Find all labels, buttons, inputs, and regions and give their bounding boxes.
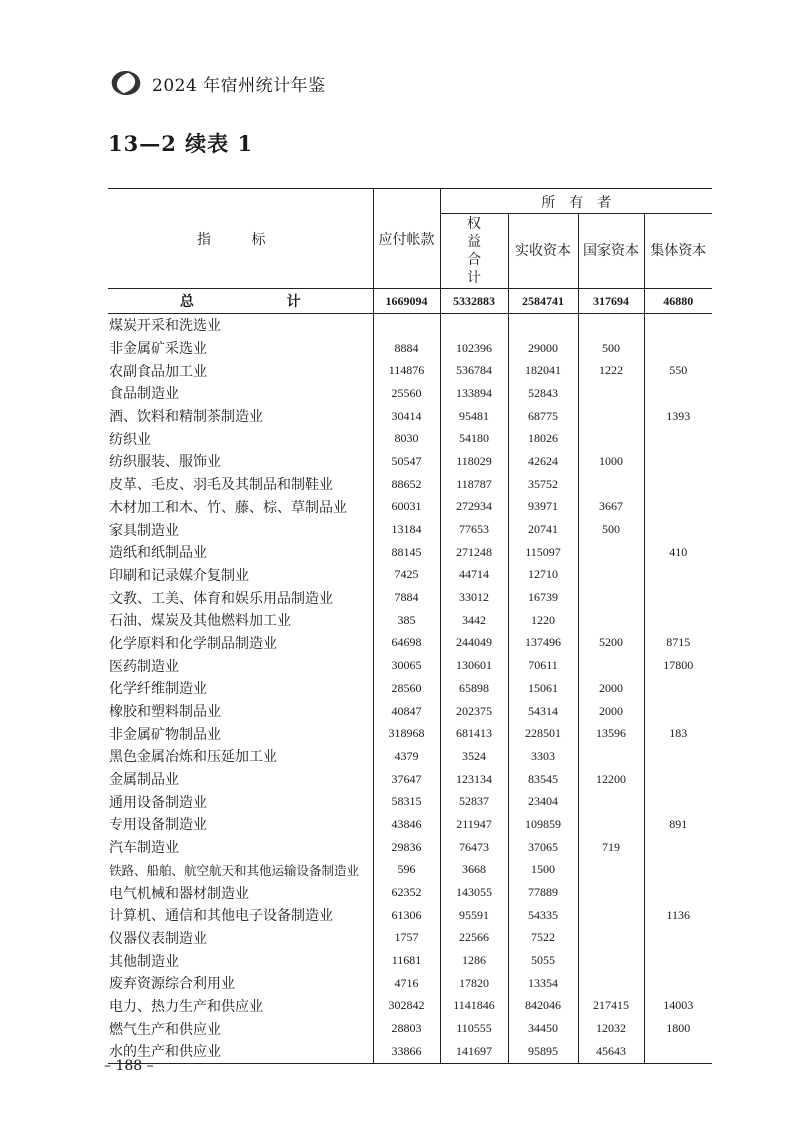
industry-name: 汽车制造业 xyxy=(108,836,373,859)
table-row xyxy=(108,972,712,995)
accounts-payable-header xyxy=(373,189,440,289)
state-capital-value xyxy=(578,314,644,337)
paid-in-capital-value: 18026 xyxy=(508,427,578,450)
paid-in-capital-value: 70611 xyxy=(508,654,578,677)
owners-equity-total-value: 272934 xyxy=(440,496,508,519)
collective-capital-value xyxy=(644,768,712,791)
accounts-payable-value: 43846 xyxy=(373,813,440,836)
accounts-payable-value: 114876 xyxy=(373,359,440,382)
accounts-payable-value: 1757 xyxy=(373,927,440,950)
paid-in-capital-value: 15061 xyxy=(508,677,578,700)
table-row xyxy=(108,632,712,655)
accounts-payable-value: 4716 xyxy=(373,972,440,995)
accounts-payable-value: 8030 xyxy=(373,427,440,450)
accounts-payable-value: 28803 xyxy=(373,1017,440,1040)
state-capital-value xyxy=(578,564,644,587)
industry-name: 非金属矿采选业 xyxy=(108,337,373,360)
paid-in-capital-value: 137496 xyxy=(508,632,578,655)
owners-equity-total-value: 102396 xyxy=(440,337,508,360)
accounts-payable-value: 8884 xyxy=(373,337,440,360)
state-capital-value: 5200 xyxy=(578,632,644,655)
state-capital-value xyxy=(578,541,644,564)
industry-name: 造纸和纸制品业 xyxy=(108,541,373,564)
accounts-payable-value: 7884 xyxy=(373,586,440,609)
accounts-payable-value: 302842 xyxy=(373,995,440,1018)
table-row xyxy=(108,609,712,632)
owners-equity-total-value: 123134 xyxy=(440,768,508,791)
collective-capital-value: 46880 xyxy=(644,289,712,314)
state-capital-value: 2000 xyxy=(578,700,644,723)
owners-equity-total-value: 65898 xyxy=(440,677,508,700)
table-row xyxy=(108,382,712,405)
collective-capital-value xyxy=(644,496,712,519)
paid-in-capital-value: 16739 xyxy=(508,586,578,609)
industry-name: 仪器仪表制造业 xyxy=(108,927,373,950)
paid-in-capital-value: 3303 xyxy=(508,745,578,768)
paid-in-capital-value: 77889 xyxy=(508,881,578,904)
accounts-payable-value: 88652 xyxy=(373,473,440,496)
collective-capital-value: 14003 xyxy=(663,998,694,1013)
industry-name: 医药制造业 xyxy=(108,654,373,677)
collective-capital-header: 集体资本 xyxy=(644,214,712,289)
table-row xyxy=(108,836,712,859)
collective-capital-value xyxy=(644,586,712,609)
paid-in-capital-value: 842046 xyxy=(508,995,578,1018)
owners-equity-total-value: 44714 xyxy=(440,564,508,587)
owners-equity-total-value: 143055 xyxy=(440,881,508,904)
state-capital-header: 国家资本 xyxy=(578,214,644,289)
industry-name: 文教、工美、体育和娱乐用品制造业 xyxy=(108,586,373,609)
paid-in-capital-value: 2584741 xyxy=(508,289,578,314)
industry-name: 计算机、通信和其他电子设备制造业 xyxy=(108,904,373,927)
page-header xyxy=(108,66,326,100)
collective-capital-value xyxy=(644,314,712,337)
collective-capital-value xyxy=(644,337,712,360)
accounts-payable-value: 62352 xyxy=(373,881,440,904)
state-capital-value xyxy=(578,427,644,450)
table-row xyxy=(108,496,712,519)
paid-in-capital-value: 12710 xyxy=(508,564,578,587)
table-row xyxy=(108,813,712,836)
accounts-payable-value: 30065 xyxy=(373,654,440,677)
accounts-payable-value: 88145 xyxy=(373,541,440,564)
yearbook-logo-icon xyxy=(108,68,144,98)
table-body xyxy=(108,289,712,1064)
collective-capital-value xyxy=(644,972,712,995)
state-capital-value: 12200 xyxy=(578,768,644,791)
table-row xyxy=(108,427,712,450)
industry-name: 铁路、船舶、航空航天和其他运输设备制造业 xyxy=(108,859,373,882)
state-capital-value: 3667 xyxy=(578,496,644,519)
collective-capital-value xyxy=(644,450,712,473)
accounts-payable-value: 30414 xyxy=(373,405,440,428)
section-title: 13—2 续表 1 xyxy=(108,131,254,156)
owners-equity-total-value: 118029 xyxy=(440,450,508,473)
accounts-payable-value: 7425 xyxy=(373,564,440,587)
collective-capital-value: 1136 xyxy=(666,907,691,922)
state-capital-value xyxy=(578,949,644,972)
state-capital-value: 12032 xyxy=(578,1017,644,1040)
paid-in-capital-header: 实收资本 xyxy=(508,214,578,289)
collective-capital-value xyxy=(644,836,712,859)
paid-in-capital-value: 228501 xyxy=(508,722,578,745)
accounts-payable-value: 29836 xyxy=(373,836,440,859)
table-row xyxy=(108,700,712,723)
state-capital-value: 2000 xyxy=(578,677,644,700)
collective-capital-value xyxy=(644,382,712,405)
table-row xyxy=(108,1017,712,1040)
state-capital-value xyxy=(578,813,644,836)
owners-equity-total-value: 3668 xyxy=(440,859,508,882)
owners-equity-line-1: 所有者 xyxy=(541,195,626,211)
state-capital-value xyxy=(578,473,644,496)
owners-equity-total-value: 95481 xyxy=(440,405,508,428)
paid-in-capital-value: 1220 xyxy=(508,609,578,632)
accounts-payable-value: 61306 xyxy=(373,904,440,927)
industry-name: 总 计 xyxy=(108,289,373,314)
page-number: – 188 – xyxy=(104,1058,154,1074)
state-capital-value xyxy=(578,790,644,813)
industry-name: 非金属矿物制品业 xyxy=(108,722,373,745)
state-capital-value xyxy=(578,405,644,428)
state-capital-value: 1000 xyxy=(578,450,644,473)
table-row xyxy=(108,677,712,700)
accounts-payable-value: 60031 xyxy=(373,496,440,519)
industry-name: 通用设备制造业 xyxy=(108,790,373,813)
table-row-total xyxy=(108,289,712,314)
table-row xyxy=(108,722,712,745)
table-row xyxy=(108,790,712,813)
table-row xyxy=(108,768,712,791)
table-row xyxy=(108,1040,712,1063)
table-row xyxy=(108,745,712,768)
accounts-payable-header-label: 应付帐款 xyxy=(378,231,435,248)
state-capital-value: 1222 xyxy=(578,359,644,382)
table-row xyxy=(108,473,712,496)
paid-in-capital-value: 83545 xyxy=(508,768,578,791)
accounts-payable-value: 385 xyxy=(373,609,440,632)
owners-equity-total-value: 244049 xyxy=(440,632,508,655)
owners-equity-line-2: 权 益 xyxy=(467,216,495,250)
paid-in-capital-value: 182041 xyxy=(508,359,578,382)
paid-in-capital-value: 5055 xyxy=(508,949,578,972)
owners-equity-line-3: 合 计 xyxy=(467,252,495,286)
table-row xyxy=(108,995,712,1018)
table-row xyxy=(108,654,712,677)
collective-capital-value xyxy=(644,927,712,950)
owners-equity-total-value: 22566 xyxy=(440,927,508,950)
owners-equity-total-value: 130601 xyxy=(440,654,508,677)
table-row xyxy=(108,314,712,337)
book-title: 2024 年宿州统计年鉴 xyxy=(152,75,326,96)
paid-in-capital-value: 54335 xyxy=(508,904,578,927)
owners-equity-total-value: 536784 xyxy=(440,359,508,382)
collective-capital-value: 17800 xyxy=(663,658,694,673)
accounts-payable-value: 11681 xyxy=(373,949,440,972)
collective-capital-value: 183 xyxy=(669,726,688,741)
industry-name: 化学纤维制造业 xyxy=(108,677,373,700)
collective-capital-value xyxy=(644,609,712,632)
statistics-table xyxy=(108,188,712,1064)
accounts-payable-value: 13184 xyxy=(373,518,440,541)
table-row xyxy=(108,904,712,927)
collective-capital-value: 550 xyxy=(669,363,688,378)
accounts-payable-value: 28560 xyxy=(373,677,440,700)
industry-name: 橡胶和塑料制品业 xyxy=(108,700,373,723)
collective-capital-value xyxy=(644,677,712,700)
industry-name: 纺织服装、服饰业 xyxy=(108,450,373,473)
table-row xyxy=(108,859,712,882)
accounts-payable-value: 596 xyxy=(373,859,440,882)
equity-total-header xyxy=(440,214,508,289)
owners-equity-total-value: 3524 xyxy=(440,745,508,768)
state-capital-value: 317694 xyxy=(578,289,644,314)
table-row xyxy=(108,586,712,609)
paid-in-capital-value: 93971 xyxy=(508,496,578,519)
table-row xyxy=(108,881,712,904)
accounts-payable-value: 64698 xyxy=(373,632,440,655)
state-capital-value xyxy=(578,609,644,632)
industry-name: 木材加工和木、竹、藤、棕、草制品业 xyxy=(108,496,373,519)
owners-equity-total-value: 54180 xyxy=(440,427,508,450)
table-row xyxy=(108,949,712,972)
industry-name: 燃气生产和供应业 xyxy=(108,1017,373,1040)
statistics-table-wrapper xyxy=(108,188,712,1064)
industry-name: 废弃资源综合利用业 xyxy=(108,972,373,995)
owners-equity-header xyxy=(440,189,712,214)
industry-name: 金属制品业 xyxy=(108,768,373,791)
state-capital-value xyxy=(578,972,644,995)
industry-name: 其他制造业 xyxy=(108,949,373,972)
owners-equity-total-value: 77653 xyxy=(440,518,508,541)
industry-name: 农副食品加工业 xyxy=(108,359,373,382)
collective-capital-value xyxy=(644,564,712,587)
owners-equity-total-value: 1141846 xyxy=(440,995,508,1018)
paid-in-capital-value: 34450 xyxy=(508,1017,578,1040)
industry-name: 纺织业 xyxy=(108,427,373,450)
industry-name: 酒、饮料和精制茶制造业 xyxy=(108,405,373,428)
owners-equity-total-value: 95591 xyxy=(440,904,508,927)
owners-equity-total-value: 271248 xyxy=(440,541,508,564)
owners-equity-total-value: 141697 xyxy=(440,1040,508,1063)
paid-in-capital-value: 115097 xyxy=(508,541,578,564)
collective-capital-value xyxy=(644,700,712,723)
paid-in-capital-value: 54314 xyxy=(508,700,578,723)
table-row xyxy=(108,337,712,360)
owners-equity-total-value: 681413 xyxy=(440,722,508,745)
collective-capital-value: 1800 xyxy=(666,1021,691,1036)
table-row xyxy=(108,541,712,564)
owners-equity-total-value: 17820 xyxy=(440,972,508,995)
table-row xyxy=(108,450,712,473)
state-capital-value xyxy=(578,904,644,927)
owners-equity-total-value: 76473 xyxy=(440,836,508,859)
industry-name: 家具制造业 xyxy=(108,518,373,541)
owners-equity-total-value: 202375 xyxy=(440,700,508,723)
paid-in-capital-value: 35752 xyxy=(508,473,578,496)
industry-name: 煤炭开采和洗选业 xyxy=(108,314,373,337)
paid-in-capital-value: 7522 xyxy=(508,927,578,950)
table-row xyxy=(108,564,712,587)
state-capital-value: 217415 xyxy=(578,995,644,1018)
paid-in-capital-value: 42624 xyxy=(508,450,578,473)
paid-in-capital-value: 23404 xyxy=(508,790,578,813)
collective-capital-value: 1393 xyxy=(666,408,691,423)
paid-in-capital-value: 37065 xyxy=(508,836,578,859)
state-capital-value: 13596 xyxy=(578,722,644,745)
table-row xyxy=(108,405,712,428)
state-capital-value: 500 xyxy=(578,518,644,541)
accounts-payable-value: 50547 xyxy=(373,450,440,473)
state-capital-value xyxy=(578,927,644,950)
industry-name: 食品制造业 xyxy=(108,382,373,405)
state-capital-value xyxy=(578,859,644,882)
collective-capital-value xyxy=(644,1040,712,1063)
paid-in-capital-value: 1500 xyxy=(508,859,578,882)
paid-in-capital-value: 20741 xyxy=(508,518,578,541)
owners-equity-total-value: 1286 xyxy=(440,949,508,972)
owners-equity-total-value: 211947 xyxy=(440,813,508,836)
accounts-payable-value: 58315 xyxy=(373,790,440,813)
collective-capital-value xyxy=(644,949,712,972)
accounts-payable-value: 4379 xyxy=(373,745,440,768)
paid-in-capital-value: 109859 xyxy=(508,813,578,836)
accounts-payable-value: 40847 xyxy=(373,700,440,723)
paid-in-capital-value: 52843 xyxy=(508,382,578,405)
paid-in-capital-value xyxy=(508,314,578,337)
owners-equity-total-value: 52837 xyxy=(440,790,508,813)
owners-equity-total-value: 5332883 xyxy=(440,289,508,314)
industry-name: 印刷和记录媒介复制业 xyxy=(108,564,373,587)
collective-capital-value xyxy=(644,790,712,813)
paid-in-capital-value: 13354 xyxy=(508,972,578,995)
collective-capital-value: 8715 xyxy=(666,635,691,650)
industry-name: 石油、煤炭及其他燃料加工业 xyxy=(108,609,373,632)
state-capital-value: 500 xyxy=(578,337,644,360)
industry-name: 化学原料和化学制品制造业 xyxy=(108,632,373,655)
table-row xyxy=(108,927,712,950)
table-header xyxy=(108,189,712,289)
industry-name: 水的生产和供应业 xyxy=(108,1040,373,1063)
state-capital-value: 719 xyxy=(578,836,644,859)
owners-equity-total-value: 110555 xyxy=(440,1017,508,1040)
owners-equity-total-value: 133894 xyxy=(440,382,508,405)
industry-name: 皮革、毛皮、羽毛及其制品和制鞋业 xyxy=(108,473,373,496)
accounts-payable-value: 318968 xyxy=(373,722,440,745)
owners-equity-total-value xyxy=(440,314,508,337)
indicator-header: 指 标 xyxy=(108,189,373,289)
accounts-payable-value xyxy=(373,314,440,337)
paid-in-capital-value: 95895 xyxy=(508,1040,578,1063)
owners-equity-total-value: 3442 xyxy=(440,609,508,632)
state-capital-value xyxy=(578,654,644,677)
state-capital-value xyxy=(578,745,644,768)
industry-name: 电气机械和器材制造业 xyxy=(108,881,373,904)
industry-name: 黑色金属冶炼和压延加工业 xyxy=(108,745,373,768)
collective-capital-value xyxy=(644,473,712,496)
collective-capital-value: 410 xyxy=(669,544,688,559)
collective-capital-value xyxy=(644,881,712,904)
accounts-payable-value: 33866 xyxy=(373,1040,440,1063)
paid-in-capital-value: 68775 xyxy=(508,405,578,428)
state-capital-value: 45643 xyxy=(578,1040,644,1063)
table-row xyxy=(108,518,712,541)
accounts-payable-value: 1669094 xyxy=(373,289,440,314)
owners-equity-total-value: 118787 xyxy=(440,473,508,496)
table-row xyxy=(108,359,712,382)
paid-in-capital-value: 29000 xyxy=(508,337,578,360)
accounts-payable-value: 37647 xyxy=(373,768,440,791)
collective-capital-value xyxy=(644,427,712,450)
collective-capital-value: 891 xyxy=(669,816,688,831)
accounts-payable-value: 25560 xyxy=(373,382,440,405)
collective-capital-value xyxy=(644,745,712,768)
state-capital-value xyxy=(578,881,644,904)
state-capital-value xyxy=(578,382,644,405)
owners-equity-total-value: 33012 xyxy=(440,586,508,609)
collective-capital-value xyxy=(644,859,712,882)
collective-capital-value xyxy=(644,518,712,541)
industry-name: 电力、热力生产和供应业 xyxy=(108,995,373,1018)
industry-name: 专用设备制造业 xyxy=(108,813,373,836)
state-capital-value xyxy=(578,586,644,609)
